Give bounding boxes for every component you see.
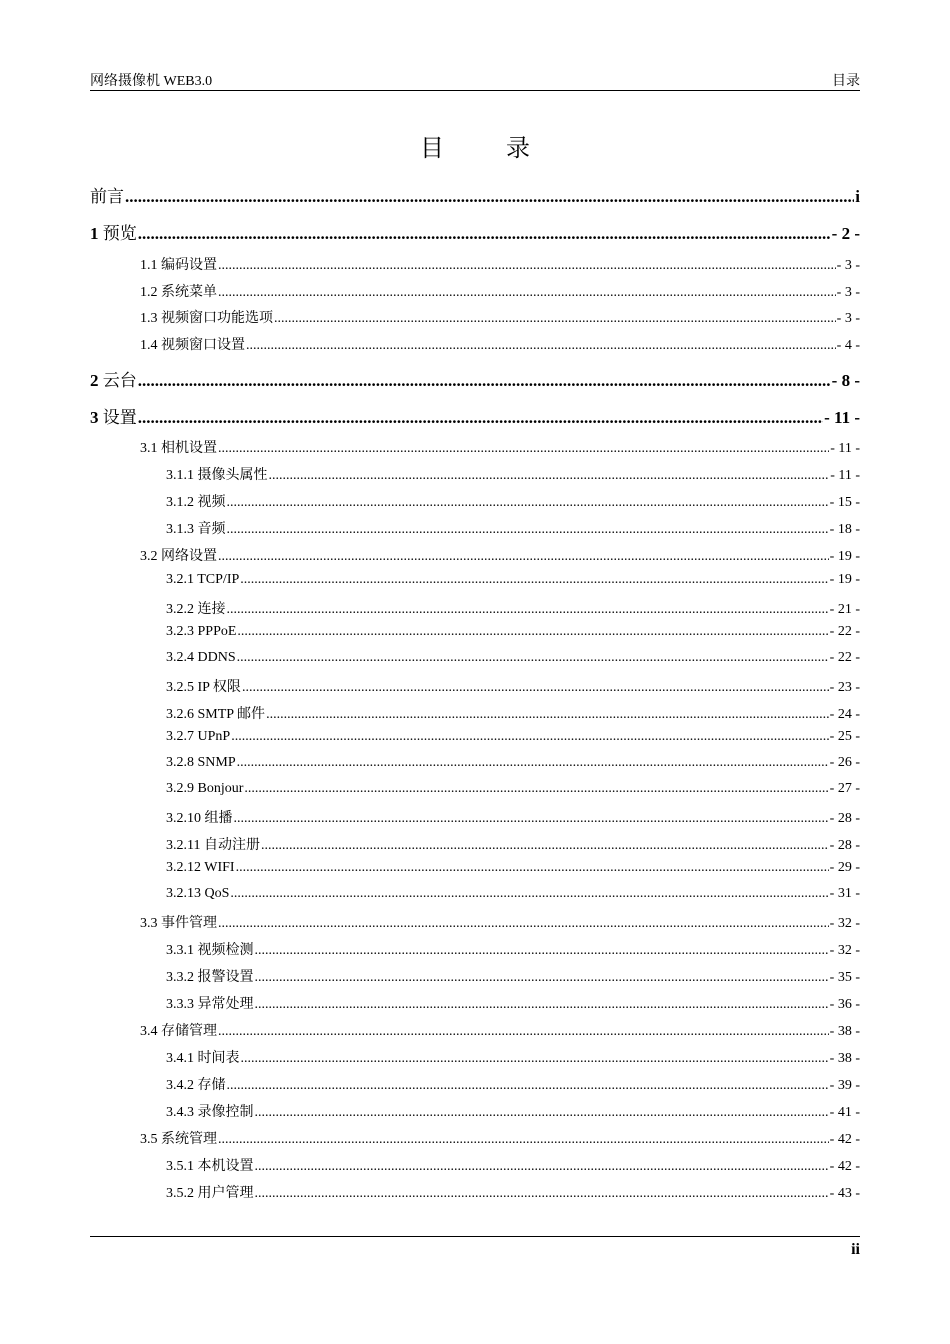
toc-entry[interactable] [166,1074,860,1094]
toc-entry[interactable] [90,366,860,391]
toc-leader-dots [261,838,829,854]
toc-entry-label: 3.5 系统管理 [140,1132,217,1147]
toc-entry-label: 3.2.7 UPnP [166,729,231,744]
toc-page-number: - 22 - [829,650,860,665]
toc-page-number: - 43 - [829,1186,860,1201]
toc-entry[interactable] [166,1047,860,1067]
footer-page-number: ii [851,1241,860,1258]
toc-page-number: - 11 - [824,408,860,427]
toc-entry[interactable] [166,807,860,827]
toc-page-number: - 25 - [829,729,860,744]
toc-entry-label: 3.4.1 时间表 [166,1051,240,1066]
toc-entry[interactable] [166,518,860,538]
toc-entry-label: 3.3.1 视频检测 [166,943,254,958]
toc-entry-label [90,403,137,428]
page-footer [90,1236,860,1258]
toc-leader-dots [138,224,831,244]
toc-entry[interactable] [166,729,860,745]
toc-entry[interactable] [166,491,860,511]
toc-page-number: - 24 - [829,707,860,722]
toc-entry-label: 3.2.11 自动注册 [166,838,260,853]
toc-leader-dots [255,970,829,986]
toc-page-number: i [855,187,860,206]
toc-page-number: - 36 - [829,997,860,1012]
toc-page-number: - 38 - [829,1024,860,1039]
toc-page-number: - 27 - [829,781,860,796]
toc-leader-dots [231,729,828,745]
toc-entry[interactable] [140,281,860,301]
toc-entry[interactable] [140,334,860,354]
toc-entry[interactable] [140,545,860,565]
toc-entry[interactable] [166,1155,860,1175]
toc-entry[interactable] [90,219,860,244]
toc-chapter-title: 设置 [102,408,137,427]
toc-leader-dots [237,755,829,771]
toc-page-number: - 31 - [829,886,860,901]
toc-leader-dots [255,943,829,959]
toc-page-number: - 32 - [829,943,860,958]
toc-page-number: - 42 - [829,1159,860,1174]
toc-entry-label: 3.4 存储管理 [140,1024,217,1039]
toc-entry[interactable] [166,572,860,588]
toc-entry-label: 前言 [90,187,124,206]
toc-page-number: - 23 - [829,680,860,695]
toc-entry-label: 3.1.2 视频 [166,495,226,510]
toc-entry[interactable] [166,993,860,1013]
toc-entry-label: 3.5.1 本机设置 [166,1159,254,1174]
toc-chapter-title: 预览 [102,224,137,243]
toc-page-number: - 21 - [829,602,860,617]
toc-entry-label: 3.2.1 TCP/IP [166,572,240,587]
toc-page-number: - 28 - [829,838,860,853]
header-section-title: 目录 [832,74,860,89]
toc-entry[interactable] [166,755,860,771]
toc-page-number: - 28 - [829,811,860,826]
toc-entry[interactable] [166,834,860,854]
header-doc-title: 网络摄像机 WEB3.0 [90,74,213,89]
toc-page-number: - 3 - [836,285,860,300]
toc-leader-dots [218,1132,829,1148]
toc-leader-dots [227,522,829,538]
toc-leader-dots [255,997,829,1013]
toc-leader-dots [125,187,854,207]
toc-leader-dots [227,1078,829,1094]
page-header [90,70,860,91]
toc-entry[interactable] [166,939,860,959]
toc-entry[interactable] [90,403,860,428]
toc-entry-label: 3.2.5 IP 权限 [166,680,241,695]
toc-entry[interactable] [90,182,860,207]
toc-leader-dots [218,441,829,457]
toc-entry-label: 3.1.1 摄像头属性 [166,468,268,483]
toc-leader-dots [138,408,823,428]
toc-entry-label: 3.3.2 报警设置 [166,970,254,985]
toc-entry[interactable] [166,1101,860,1121]
toc-entry-label: 3.5.2 用户管理 [166,1186,254,1201]
toc-entry-label: 3.3.3 异常处理 [166,997,254,1012]
toc-leader-dots [255,1105,829,1121]
toc-page-number: - 11 - [830,468,860,483]
toc-page-number: - 19 - [829,572,860,587]
page-title: 目 录 [420,136,558,162]
toc-entry-label: 3.2.9 Bonjour [166,781,244,796]
toc-entry[interactable] [166,650,860,666]
toc-chapter-number: 1 [90,224,99,243]
toc-entry[interactable] [166,860,860,876]
toc-leader-dots [218,549,829,565]
toc-entry-label: 3.2.6 SMTP 邮件 [166,707,266,722]
toc-page-number: - 3 - [836,258,860,273]
toc-leader-dots [255,1159,829,1175]
toc-leader-dots [138,371,831,391]
toc-leader-dots [246,338,836,354]
toc-entry-label: 3.1 相机设置 [140,441,217,456]
toc-entry-label: 3.2.3 PPPoE [166,624,237,639]
toc-leader-dots [255,1186,829,1202]
toc-page-number: - 22 - [829,624,860,639]
toc-entry-label: 3.4.2 存储 [166,1078,226,1093]
toc-entry[interactable] [166,624,860,640]
toc-entry-label: 3.2 网络设置 [140,549,217,564]
toc-entry-label: 3.4.3 录像控制 [166,1105,254,1120]
toc-leader-dots [218,285,836,301]
toc-entry-label: 1.2 系统菜单 [140,285,217,300]
toc-entry-label: 1.3 视频窗口功能选项 [140,311,273,326]
toc-entry-label: 3.2.4 DDNS [166,650,236,665]
toc-entry[interactable] [166,464,860,484]
toc-entry[interactable] [166,781,860,797]
toc-entry[interactable] [166,886,860,902]
toc-leader-dots [274,311,836,327]
toc-entry-label: 3.3 事件管理 [140,916,217,931]
toc-entry-label [90,219,137,244]
toc-leader-dots [237,650,829,666]
toc-page-number: - 11 - [830,441,860,456]
toc-chapter-title: 云台 [102,371,137,390]
toc-entry[interactable] [140,307,860,327]
toc-leader-dots [227,602,829,618]
toc-entry-label: 3.2.8 SNMP [166,755,236,770]
toc-page-number: - 26 - [829,755,860,770]
toc-page-number: - 19 - [829,549,860,564]
toc-leader-dots [241,1051,829,1067]
toc-entry-label: 3.2.13 QoS [166,886,230,901]
toc-entry-label: 3.2.12 WIFI [166,860,235,875]
toc-page-number: - 41 - [829,1105,860,1120]
toc-page-number: - 38 - [829,1051,860,1066]
toc-leader-dots [218,1024,829,1040]
toc-entry[interactable] [140,1128,860,1148]
toc-entry-label: 3.1.3 音频 [166,522,226,537]
toc-entry[interactable] [140,912,860,932]
toc-entry-label: 3.2.2 连接 [166,602,226,617]
toc-leader-dots [218,916,829,932]
toc-entry-label: 1.4 视频窗口设置 [140,338,245,353]
toc-leader-dots [237,624,828,640]
toc-page-number: - 35 - [829,970,860,985]
toc-entry-label: 1.1 编码设置 [140,258,217,273]
toc-entry[interactable] [140,1020,860,1040]
toc-leader-dots [240,572,828,588]
toc-entry[interactable] [166,1182,860,1202]
toc-leader-dots [242,680,829,696]
toc-page-number: - 42 - [829,1132,860,1147]
toc-page-number: - 4 - [836,338,860,353]
toc-entry[interactable] [140,437,860,457]
toc-entry[interactable] [166,676,860,696]
toc-page-number: - 32 - [829,916,860,931]
toc-leader-dots [218,258,836,274]
toc-leader-dots [269,468,830,484]
toc-leader-dots [244,781,828,797]
toc-page-number: - 3 - [836,311,860,326]
toc-page-number: - 39 - [829,1078,860,1093]
toc-leader-dots [266,707,829,723]
toc-entry[interactable] [166,598,860,618]
toc-page-number: - 2 - [831,224,860,243]
toc-leader-dots [227,495,829,511]
toc-page-number: - 29 - [829,860,860,875]
toc-entry-label [90,366,137,391]
toc-entry[interactable] [166,966,860,986]
toc-page-number: - 15 - [829,495,860,510]
toc-entry-label: 3.2.10 组播 [166,811,233,826]
toc-chapter-number: 3 [90,408,99,427]
toc-page-number: - 18 - [829,522,860,537]
toc-entry[interactable] [140,254,860,274]
toc-page-number: - 8 - [831,371,860,390]
toc-entry[interactable] [166,703,860,723]
toc-leader-dots [234,811,829,827]
toc-chapter-number: 2 [90,371,99,390]
toc-leader-dots [236,860,829,876]
toc-leader-dots [230,886,828,902]
